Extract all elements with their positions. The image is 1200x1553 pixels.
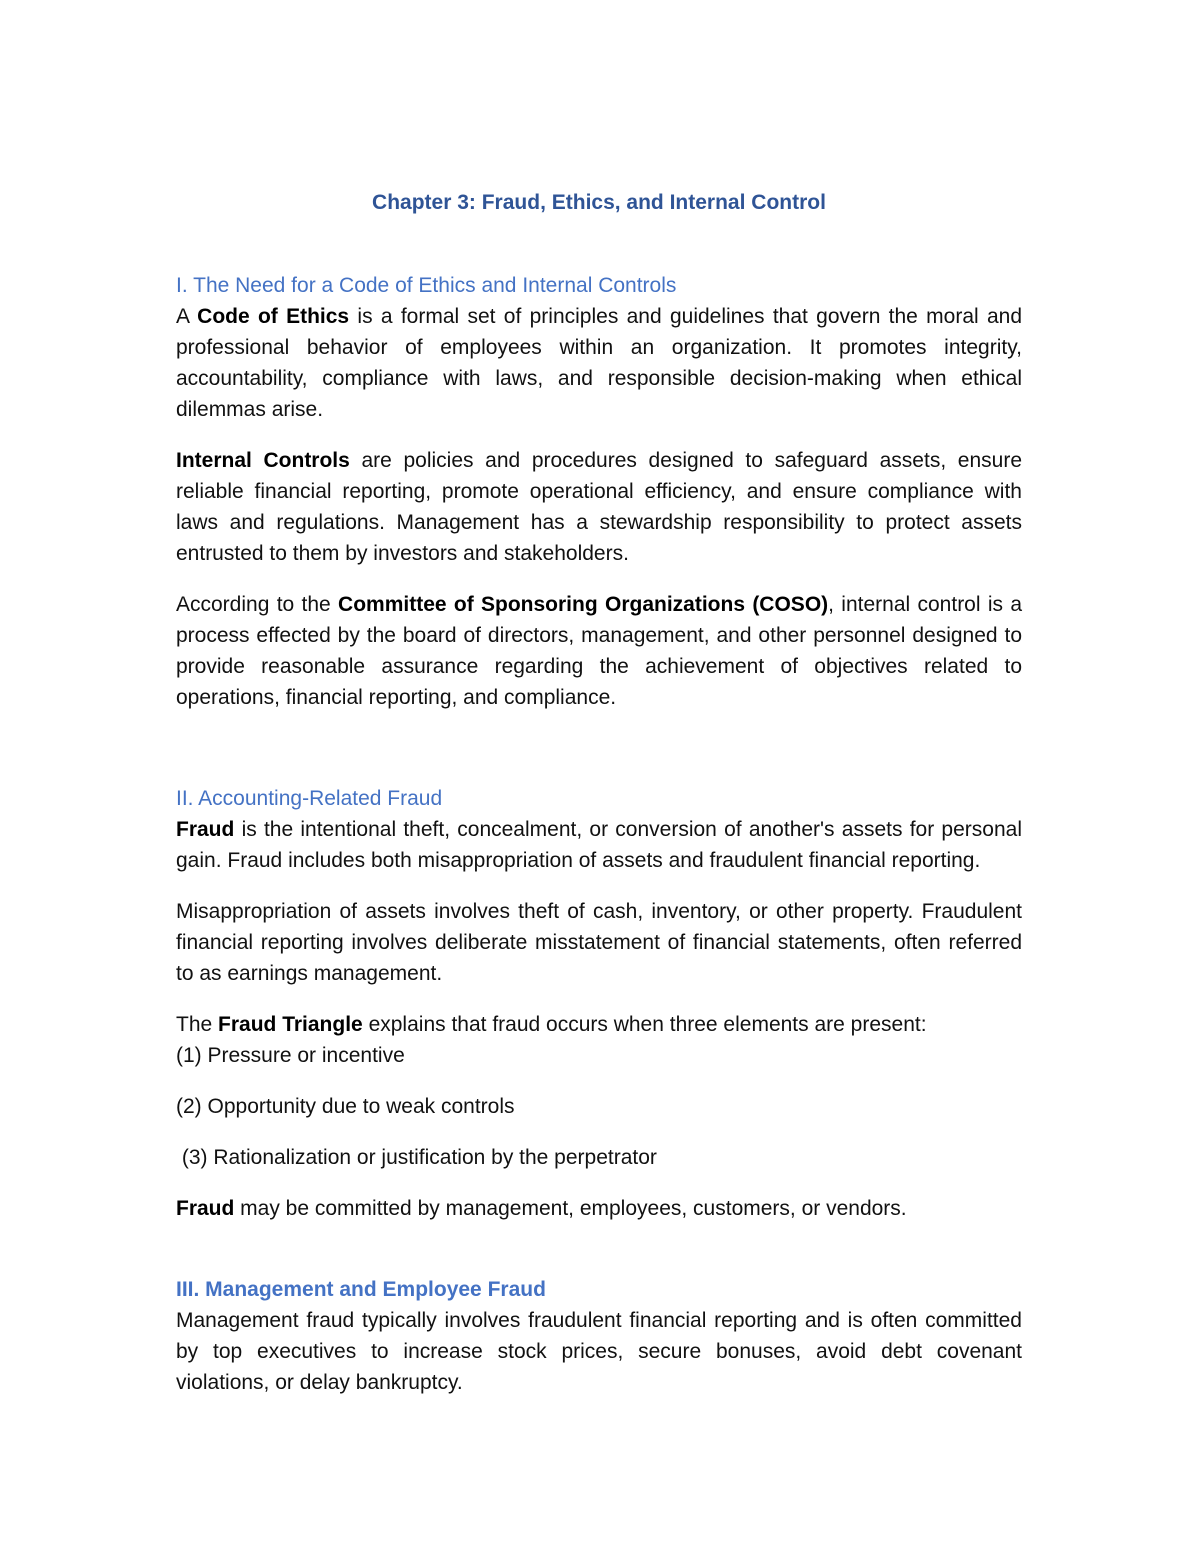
section-3-heading: III. Management and Employee Fraud	[176, 1278, 546, 1301]
chapter-title: Chapter 3: Fraud, Ethics, and Internal Control	[372, 191, 826, 214]
section-3-paragraph-1: Management fraud typically involves fraudulent financial reporting and is often committed by top executives to increase stock prices, secure bonuses, avoid debt covenant violations, or delay bankruptcy.	[176, 1309, 1022, 1394]
section-2-paragraph-3: The Fraud Triangle explains that fraud occurs when three elements are present: (1) Pressure or incentive	[176, 1013, 927, 1067]
section-2-heading: II. Accounting-Related Fraud	[176, 787, 443, 810]
section-1	[176, 270, 1022, 713]
list-item-3: (3) Rationalization or justification by the perpetrator	[176, 1146, 657, 1169]
section-2	[176, 783, 1022, 1224]
list-item-2: (2) Opportunity due to weak controls	[176, 1095, 515, 1118]
section-1-heading: I. The Need for a Code of Ethics and Internal Controls	[176, 274, 677, 297]
list-item-1: (1) Pressure or incentive	[176, 1044, 405, 1067]
section-2-paragraph-2: Misappropriation of assets involves theft of cash, inventory, or other property. Fraudulent financial reporting involves deliberate misstatement of financial statements, often referred to as earnings management.	[176, 900, 1022, 985]
section-1-paragraph-2: Internal Controls are policies and procedures designed to safeguard assets, ensure reliable financial reporting, promote operational efficiency, and ensure compliance with laws and regulations. Management has a stewardship responsibility to protect assets entrusted to them by investors and stakeholders.	[176, 449, 1023, 565]
section-2-paragraph-4: Fraud may be committed by management, employees, customers, or vendors.	[176, 1197, 907, 1220]
section-3	[176, 1274, 1022, 1398]
section-1-paragraph-1: A Code of Ethics is a formal set of principles and guidelines that govern the moral and professional behavior of employees within an organization. It promotes integrity, accountability, compliance with laws, and responsible decision-making when ethical dilemmas arise.	[176, 305, 1023, 421]
section-1-paragraph-3: According to the Committee of Sponsoring Organizations (COSO), internal control is a process effected by the board of directors, management, and other personnel designed to provide reasonable assurance regarding the achievement of objectives related to operations, financial reporting, and compliance.	[176, 593, 1023, 709]
section-2-paragraph-1: Fraud is the intentional theft, concealment, or conversion of another's assets for personal gain. Fraud includes both misappropriation of assets and fraudulent financial reporting.	[176, 818, 1022, 872]
